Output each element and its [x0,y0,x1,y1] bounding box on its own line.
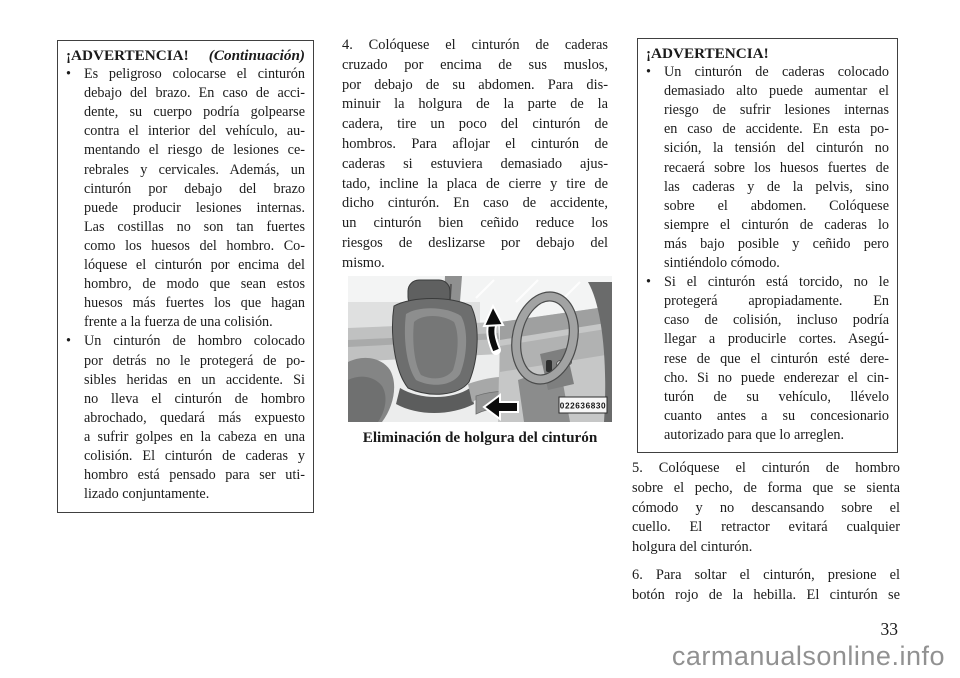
text-line: mentando el riesgo de lesiones ce- [84,142,305,159]
text-line: las caderas y de la pelvis, sino [664,178,889,195]
text-line: caso de colisión, incluso podría [664,312,889,329]
right-column [632,459,900,606]
text-line: colisión. El cinturón de caderas y [84,447,305,464]
text-line: sobre el abdomen. Colóquese [664,197,889,214]
warning-title-row [66,46,305,65]
seat-belt-figure [348,276,612,422]
step-6-paragraph [632,566,900,606]
middle-column [342,36,608,274]
text-line: riesgo de sufrir lesiones internas [664,102,889,119]
text-line: en caso de accidente. En esta po- [664,121,889,138]
text-line: turón de su vehículo, llévelo [664,388,889,405]
text-line: holgura del cinturón. [632,539,753,556]
text-line: siempre el cinturón de caderas lo [664,216,889,233]
text-line: demasiado alto puede aumentar el [664,83,889,100]
warning-continuation-label: (Continuación) [208,47,305,64]
figure-id-badge [559,397,607,413]
text-line: tado, incline la placa de cierre y tire de [342,175,608,192]
text-line: Si el cinturón está torcido, no le [664,274,889,291]
text-line: minuir la holgura de la parte de la [342,96,608,113]
text-line: llegar a producirle cortes. Asegú- [664,331,889,348]
text-line: rebrales y cervicales. Además, un [84,161,305,178]
warning-box-right [637,38,898,453]
text-line: no lleva el cinturón de hombro [84,390,305,407]
text-line: sintiéndolo cómodo. [664,255,780,272]
text-line: Un cinturón de caderas colocado [664,64,889,81]
text-line: cadera, tire un poco del cinturón de [342,116,608,133]
text-line: contra el interior del vehículo, au- [84,123,305,140]
text-line: protegerá apropiadamente. En [664,293,889,310]
text-line: sobre el pecho, de forma que se sienta [632,479,900,496]
text-line: hombros. Para aflojar el cinturón de [342,135,608,152]
warning-box-left [57,40,314,513]
figure-caption: Eliminación de holgura del cinturón [362,429,598,446]
text-line: cruzado por encima de sus muslos, [342,56,608,73]
watermark-text: carmanualsonline.info [671,641,945,671]
text-line: rese de que el cinturón esté dere- [664,350,889,367]
text-line: más bajo posible y ceñido pero [664,235,889,252]
text-line: por detrás no le protegerá de po- [84,352,305,369]
text-line: cuello. El retractor evitará cualquier [632,519,900,536]
text-line: a sufrir golpes en la cabeza en una [84,428,305,445]
text-line: hombro, de modo que sean estos [84,276,305,293]
text-line: cinturón por debajo del brazo [84,180,305,197]
text-line: cho. Si no puede enderezar el cin- [664,369,889,386]
text-line: debajo del brazo. En caso de acci- [84,85,305,102]
figure-id-text: 022636830 [559,401,607,411]
car-interior-illustration [348,276,612,422]
text-line: un cinturón bien ceñido reduce los [342,215,608,232]
warning-bullet [646,63,889,273]
text-line: cómodo y no descansando sobre el [632,499,900,516]
text-line: dicho cinturón. En caso de accidente, [342,195,608,212]
text-line: caderas si estuviera demasiado ajus- [342,155,608,172]
page-number: 33 [880,619,898,639]
text-line: 5. Colóquese el cinturón de hombro [632,460,900,476]
text-line: sibles heridas en un accidente. Si [84,371,305,388]
warning-bullet-text [84,332,305,504]
text-line: hombro está pensado para ser uti- [84,467,305,484]
text-line: 4. Colóquese el cinturón de caderas [342,37,608,53]
bullet-icon: • [66,333,71,350]
text-line: abrochado, quedará más expuesto [84,409,305,426]
bullet-icon: • [66,66,71,83]
warning-title-row [646,44,889,63]
text-line: Un cinturón de hombro colocado [84,333,305,350]
text-line: cuanto antes a su concesionario [664,407,889,424]
warning-title: ¡ADVERTENCIA! [66,47,189,64]
warning-bullet-text [84,65,305,332]
warning-bullet-text [664,273,889,445]
text-line: Las costillas no son tan fuertes [84,218,305,235]
text-line: frente a la fuerza de una colisión. [84,314,273,331]
text-line: lizado conjuntamente. [84,486,210,503]
text-line: por debajo de su abdomen. Para dis- [342,76,608,93]
text-line: recaerá sobre los huesos fuertes de [664,159,889,176]
text-line: puede producir lesiones internas. [84,199,305,216]
text-line: lóquese el cinturón por encima del [84,257,305,274]
text-line: sición, la tensión del cinturón no [664,140,889,157]
text-line: botón rojo de la hebilla. El cinturón se [632,587,900,604]
warning-bullet [66,332,305,504]
text-line: dente, su cuerpo podría golpearse [84,104,305,121]
warning-title: ¡ADVERTENCIA! [646,45,769,62]
bullet-icon: • [646,274,651,291]
warning-bullet-text [664,63,889,273]
step-4-paragraph [342,36,608,274]
bullet-icon: • [646,64,651,81]
text-line: huesos más fuertes los que hagan [84,295,305,312]
step-5-paragraph [632,459,900,558]
warning-bullet [646,273,889,445]
text-line: mismo. [342,254,385,271]
text-line: como los huesos del hombro. Co- [84,237,305,254]
text-line: riesgos de deslizarse por debajo del [342,234,608,251]
text-line: Es peligroso colocarse el cinturón [84,66,305,83]
warning-bullet [66,65,305,332]
text-line: autorizado para que lo arreglen. [664,426,845,443]
text-line: 6. Para soltar el cinturón, presione el [632,567,900,584]
